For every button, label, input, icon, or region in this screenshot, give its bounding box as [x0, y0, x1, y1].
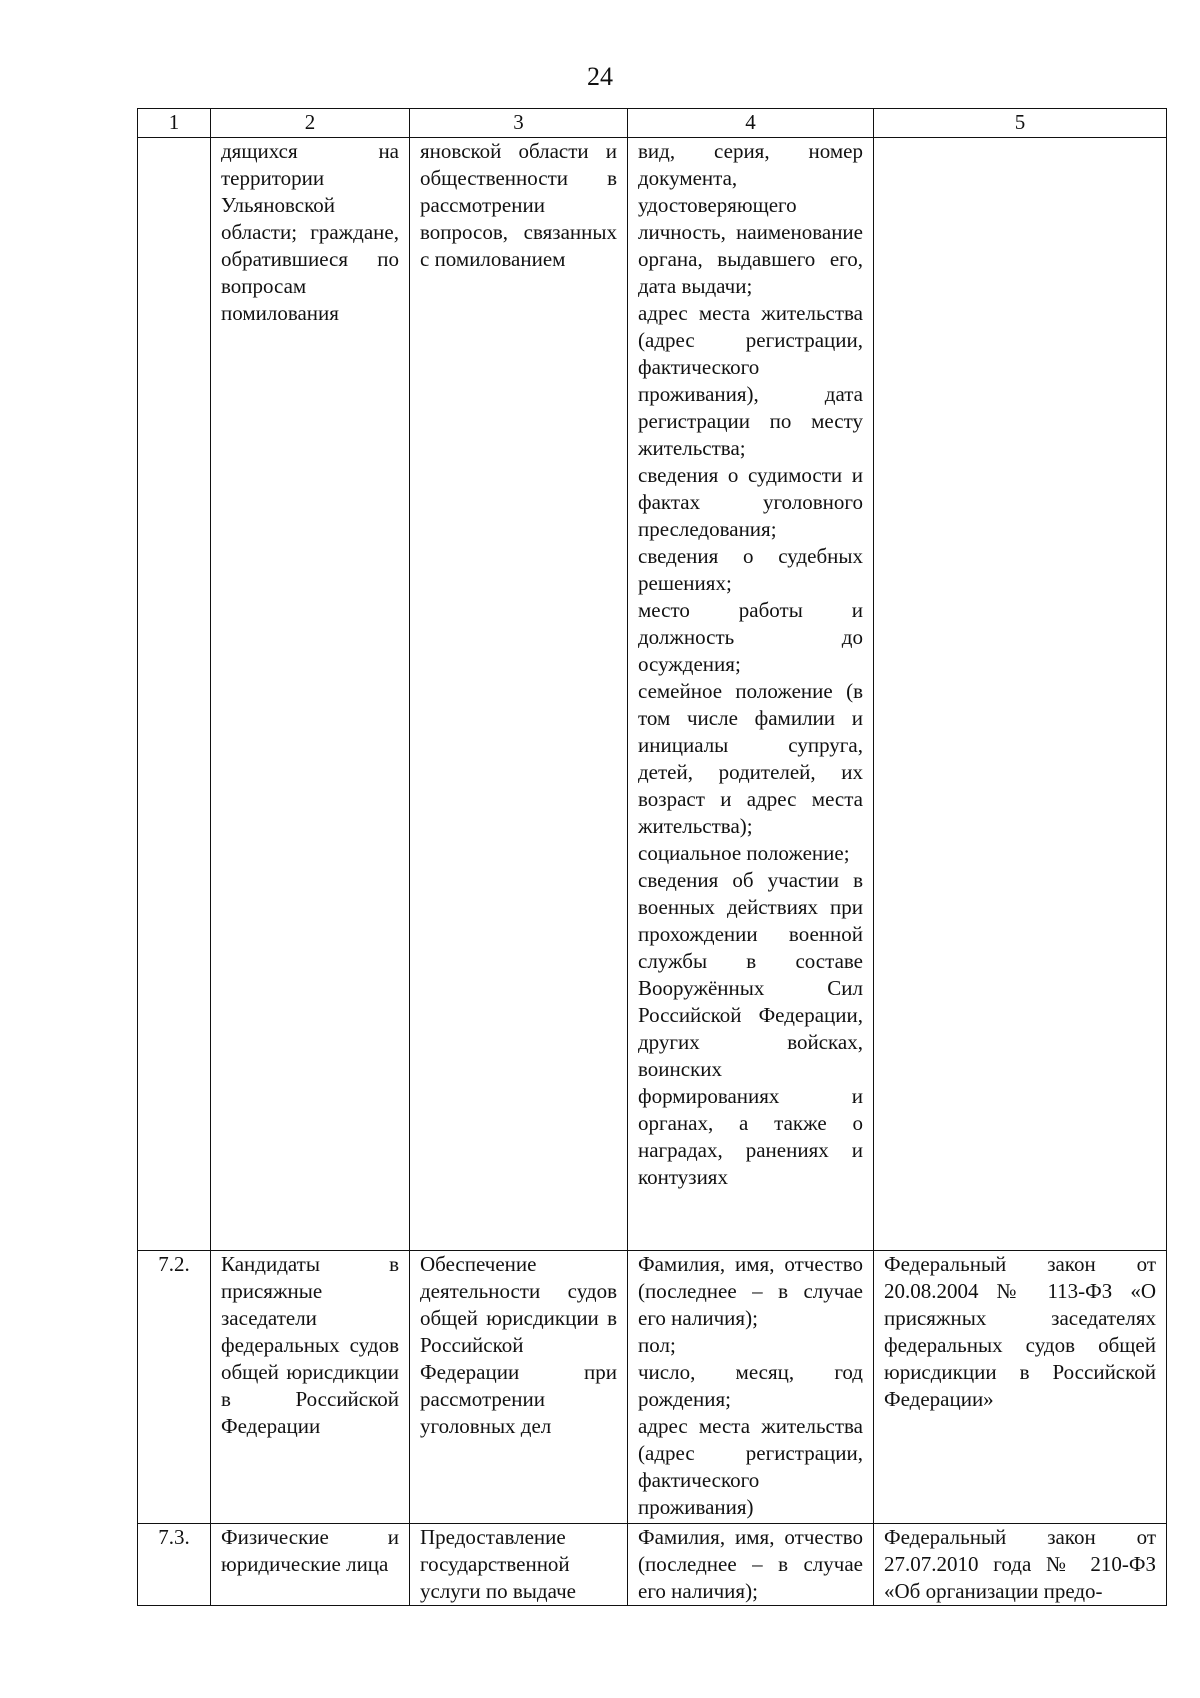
- data-list-cell: [628, 138, 874, 1251]
- list-item: пол;: [638, 1333, 676, 1357]
- legal-basis-cell: [874, 1251, 1167, 1524]
- list-item: социальное положение;: [638, 841, 850, 865]
- subjects-cell: [211, 1251, 410, 1524]
- cell-text: Федеральный закон от 20.08.2004 № 113-ФЗ «О присяжных заседателях федеральных судов общей юрисдикции в Российской Федерации»: [884, 1252, 1156, 1411]
- page-number: 24: [587, 62, 613, 91]
- list-item: адрес места жительства (адрес регистрации, фактического проживания): [638, 1414, 863, 1519]
- purpose-cell: [410, 1251, 628, 1524]
- list-item: сведения об участии в военных действиях при прохождении военной службы в составе Вооружённых Сил Российской Федерации, других войсках, воинских формированиях и органах, а также о наградах, ранениях и контузиях: [638, 868, 863, 1189]
- header-col-3: 3: [410, 109, 628, 138]
- list-item: число, месяц, год рождения;: [638, 1360, 863, 1411]
- header-col-1: 1: [138, 109, 211, 138]
- header-col-4: 4: [628, 109, 874, 138]
- cell-text: Предоставление государственной услуги по выдаче: [420, 1525, 576, 1603]
- cell-text: Федеральный закон от 27.07.2010 года № 210-ФЗ «Об организации предо-: [884, 1525, 1156, 1603]
- table-row: [138, 1524, 1167, 1606]
- cell-text: Физические и юридические лица: [221, 1525, 399, 1576]
- data-table: [137, 108, 1167, 1606]
- row-number: 7.3.: [138, 1524, 211, 1606]
- header-col-2: 2: [211, 109, 410, 138]
- cell-text: яновской области и общественности в рассмотрении вопросов, связанных с помилованием: [420, 139, 617, 271]
- subjects-cell: [211, 138, 410, 1251]
- legal-basis-cell: [874, 138, 1167, 1251]
- purpose-cell: [410, 138, 628, 1251]
- data-list-cell: [628, 1251, 874, 1524]
- row-number: 7.2.: [138, 1251, 211, 1524]
- list-item: Фамилия, имя, отчество (последнее – в случае его наличия);: [638, 1525, 863, 1603]
- legal-basis-cell: [874, 1524, 1167, 1606]
- cell-text: дящихся на территории Ульяновской области; граждане, обратившиеся по вопросам помилования: [221, 139, 399, 325]
- header-col-5: 5: [874, 109, 1167, 138]
- table-header-row: [138, 109, 1167, 138]
- list-item: сведения о судимости и фактах уголовного преследования;: [638, 463, 863, 541]
- list-item: место работы и должность до осуждения;: [638, 598, 863, 676]
- row-number: [138, 138, 211, 1251]
- purpose-cell: [410, 1524, 628, 1606]
- table-row: [138, 138, 1167, 1251]
- subjects-cell: [211, 1524, 410, 1606]
- list-item: семейное положение (в том числе фамилии и инициалы супруга, детей, родителей, их возраст и адрес места жительства);: [638, 679, 863, 838]
- list-item: вид, серия, номер документа, удостоверяющего личность, наименование органа, выдавшего его, дата выдачи;: [638, 139, 863, 298]
- table-row: [138, 1251, 1167, 1524]
- list-item: сведения о судебных решениях;: [638, 544, 863, 595]
- cell-text: Кандидаты в присяжные заседатели федеральных судов общей юрисдикции в Российской Федерации: [221, 1252, 399, 1438]
- list-item: Фамилия, имя, отчество (последнее – в случае его наличия);: [638, 1252, 863, 1330]
- list-item: адрес места жительства (адрес регистрации, фактического проживания), дата регистрации по месту жительства;: [638, 301, 863, 460]
- cell-text: Обеспечение деятельности судов общей юрисдикции в Российской Федерации при рассмотрении уголовных дел: [420, 1252, 617, 1438]
- data-list-cell: [628, 1524, 874, 1606]
